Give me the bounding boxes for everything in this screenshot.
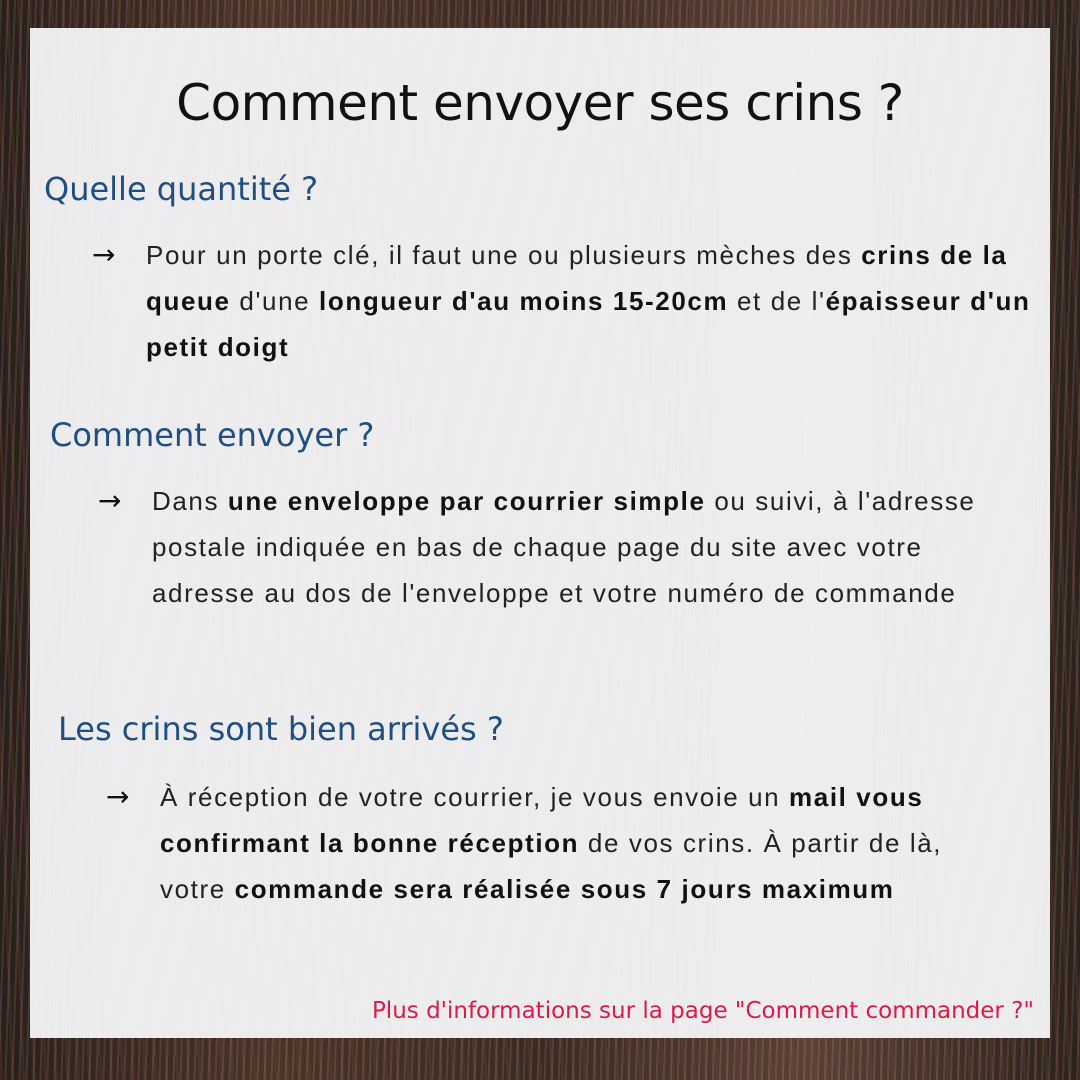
arrow-icon: → bbox=[98, 484, 122, 517]
text-run: ou suivi, à l'adresse postale indiquée en bas de chaque page du site avec votre adresse au dos de l'enveloppe et votre numéro de commande bbox=[152, 486, 976, 608]
bold-text: mail vous confirmant la bonne réception bbox=[160, 782, 924, 858]
section-text-send bbox=[152, 478, 1022, 616]
text-run: À réception de votre courrier, je vous envoie un bbox=[160, 782, 790, 812]
info-card bbox=[30, 28, 1050, 1038]
arrow-icon: → bbox=[106, 780, 130, 813]
text-run: Pour un porte clé, il faut une ou plusieurs mèches des bbox=[146, 240, 862, 270]
section-text-quantity bbox=[146, 232, 1056, 370]
section-heading-received: Les crins sont bien arrivés ? bbox=[58, 710, 504, 748]
bold-text: longueur d'au moins 15-20cm bbox=[319, 286, 729, 316]
section-heading-send: Comment envoyer ? bbox=[50, 416, 375, 454]
page-title: Comment envoyer ses crins ? bbox=[176, 74, 904, 132]
more-info-link[interactable]: Plus d'informations sur la page "Comment commander ?" bbox=[371, 998, 1034, 1024]
text-run: d'une bbox=[230, 286, 320, 316]
text-run: de vos crins. À partir de là, votre bbox=[160, 828, 943, 904]
text-run: et de l' bbox=[728, 286, 826, 316]
bold-text: commande sera réalisée sous 7 jours maximum bbox=[234, 874, 895, 904]
arrow-icon: → bbox=[92, 238, 116, 271]
section-heading-quantity: Quelle quantité ? bbox=[44, 170, 319, 208]
section-text-received bbox=[160, 774, 1000, 912]
bold-text: crins de la queue bbox=[146, 240, 1008, 316]
bold-text: épaisseur d'un petit doigt bbox=[146, 286, 1031, 362]
bold-text: une enveloppe par courrier simple bbox=[227, 486, 706, 516]
text-run: Dans bbox=[152, 486, 228, 516]
